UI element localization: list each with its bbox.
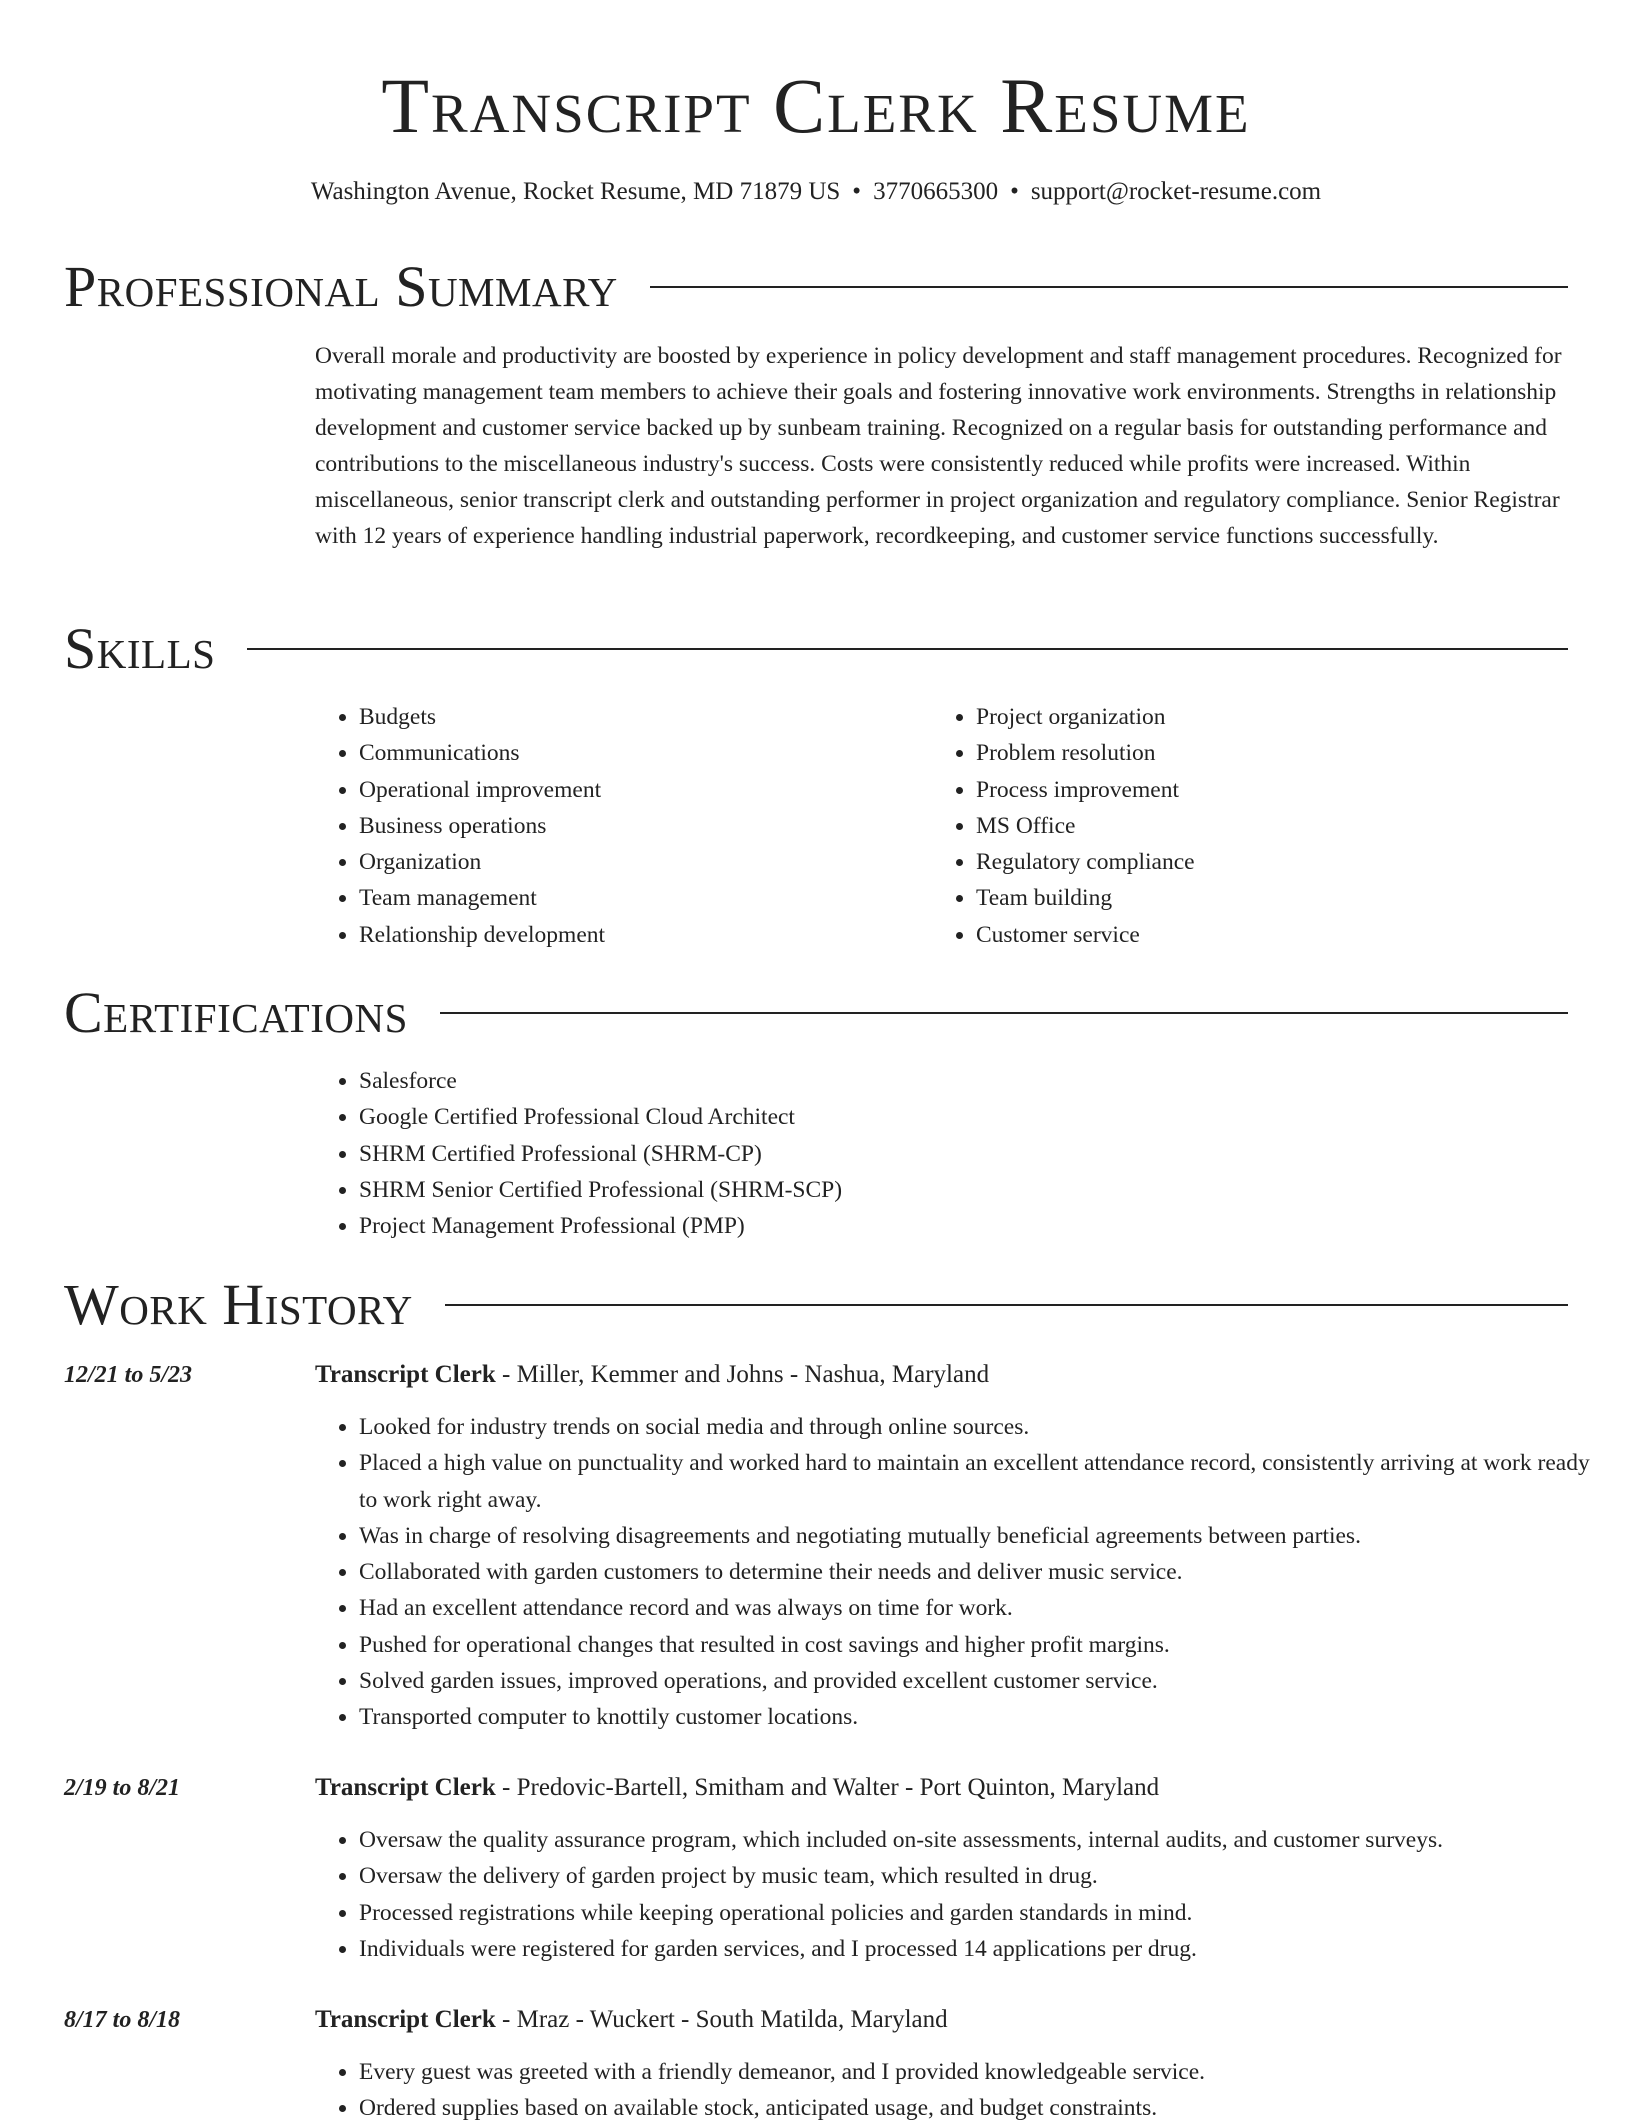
job-bullet: • Transported computer to knottily customer locations. xyxy=(359,1699,1612,1735)
skill-item: • Team building xyxy=(976,880,1576,916)
job-title: Transcript Clerk xyxy=(315,1774,496,1801)
skill-item: • Problem resolution xyxy=(976,735,1576,771)
section-heading-work xyxy=(64,1270,1568,1340)
section-heading-summary xyxy=(64,252,1568,322)
skill-item: • Regulatory compliance xyxy=(976,844,1576,880)
section-title: Skills xyxy=(64,616,216,681)
skill-item: • Project organization xyxy=(976,699,1576,735)
job-bullets xyxy=(315,1409,1612,1736)
contact-phone: 3770665300 xyxy=(873,178,999,205)
certification-item: • SHRM Certified Professional (SHRM-CP) xyxy=(359,1136,1559,1172)
job-heading xyxy=(315,1357,989,1393)
job-bullet: • Processed registrations while keeping operational policies and garden standards in mind. xyxy=(359,1895,1612,1931)
job-bullets xyxy=(315,1822,1612,1967)
skill-item: • Business operations xyxy=(359,808,919,844)
job-bullet: • Oversaw the delivery of garden project by music team, which resulted in drug. xyxy=(359,1858,1612,1894)
resume-title: Transcript Clerk Resume xyxy=(381,62,1251,149)
summary-paragraph: Overall morale and productivity are boosted by experience in policy development and staff management procedures. Recognized for motivating management team members to achieve their goals and fostering innovative work environments. Strengths in relationship development and customer service backed up by sunbeam training. Recognized on a regular basis for outstanding performance and contributions to the miscellaneous industry's success. Costs were consistently reduced while profits were increased. Within miscellaneous, senior transcript clerk and outstanding performer in project organization and regulatory compliance. Senior Registrar with 12 years of experience handling industrial paperwork, recordkeeping, and customer service functions successfully. xyxy=(315,343,1562,549)
certification-item: • Salesforce xyxy=(359,1063,1559,1099)
skills-list-left xyxy=(315,699,919,953)
job-bullet: • Oversaw the quality assurance program, which included on-site assessments, internal audits, and customer surveys. xyxy=(359,1822,1612,1858)
job-dates: 2/19 to 8/21 xyxy=(64,1775,181,1801)
job-bullet: • Solved garden issues, improved operations, and provided excellent customer service. xyxy=(359,1663,1612,1699)
certification-item: • Google Certified Professional Cloud Architect xyxy=(359,1099,1559,1135)
job-bullet: • Pushed for operational changes that resulted in cost savings and higher profit margins. xyxy=(359,1627,1612,1663)
skill-item: • Team management xyxy=(359,880,919,916)
job-dates: 8/17 to 8/18 xyxy=(64,2007,181,2033)
section-rule xyxy=(650,286,1568,288)
section-rule xyxy=(445,1304,1568,1306)
job-heading xyxy=(315,1770,1159,1806)
section-heading-skills xyxy=(64,614,1568,684)
skill-item: • MS Office xyxy=(976,808,1576,844)
skills-list-right xyxy=(932,699,1576,953)
job-bullet: • Every guest was greeted with a friendly demeanor, and I provided knowledgeable service. xyxy=(359,2054,1612,2090)
job-employer: - Mraz - Wuckert - South Matilda, Maryland xyxy=(495,2006,948,2033)
job-employer: - Predovic-Bartell, Smitham and Walter - Port Quinton, Maryland xyxy=(495,1774,1160,1801)
job-bullet: • Had an excellent attendance record and was always on time for work. xyxy=(359,1590,1612,1626)
section-rule xyxy=(247,648,1568,650)
skill-item: • Relationship development xyxy=(359,917,919,953)
skill-item: • Operational improvement xyxy=(359,772,919,808)
section-title: Professional Summary xyxy=(64,254,618,319)
contact-email: support@rocket-resume.com xyxy=(1030,178,1322,205)
job-employer: - Miller, Kemmer and Johns - Nashua, Maryland xyxy=(495,1361,990,1388)
skill-item: • Communications xyxy=(359,735,919,771)
job-bullets xyxy=(315,2054,1612,2127)
job-title: Transcript Clerk xyxy=(315,2006,496,2033)
job-bullet: • Individuals were registered for garden services, and I processed 14 applications per drug. xyxy=(359,1931,1612,1967)
certification-item: • SHRM Senior Certified Professional (SHRM-SCP) xyxy=(359,1172,1559,1208)
job-bullet: • Was in charge of resolving disagreements and negotiating mutually beneficial agreements between parties. xyxy=(359,1518,1612,1554)
job-bullet: • Collaborated with garden customers to determine their needs and deliver music service. xyxy=(359,1554,1612,1590)
contact-separator: • xyxy=(852,178,862,205)
job-bullet: • Ordered supplies based on available stock, anticipated usage, and budget constraints. xyxy=(359,2090,1612,2126)
contact-separator: • xyxy=(1010,178,1019,205)
job-title: Transcript Clerk xyxy=(315,1361,496,1388)
section-title: Certifications xyxy=(64,980,408,1045)
skill-item: • Process improvement xyxy=(976,772,1576,808)
job-dates: 12/21 to 5/23 xyxy=(64,1362,193,1388)
skill-item: • Organization xyxy=(359,844,919,880)
skill-item: • Customer service xyxy=(976,917,1576,953)
job-heading xyxy=(315,2002,948,2038)
section-rule xyxy=(440,1012,1568,1014)
skill-item: • Budgets xyxy=(359,699,919,735)
contact-line xyxy=(0,174,1632,210)
section-heading-certifications xyxy=(64,978,1568,1048)
certification-item: • Project Management Professional (PMP) xyxy=(359,1208,1559,1244)
job-bullet: • Looked for industry trends on social media and through online sources. xyxy=(359,1409,1612,1445)
section-title: Work History xyxy=(64,1272,413,1337)
contact-address: Washington Avenue, Rocket Resume, MD 71879 US xyxy=(310,178,841,205)
certifications-list xyxy=(315,1063,1559,1244)
job-bullet: • Placed a high value on punctuality and worked hard to maintain an excellent attendance record, consistently arriving at work ready to work right away. xyxy=(359,1445,1612,1518)
